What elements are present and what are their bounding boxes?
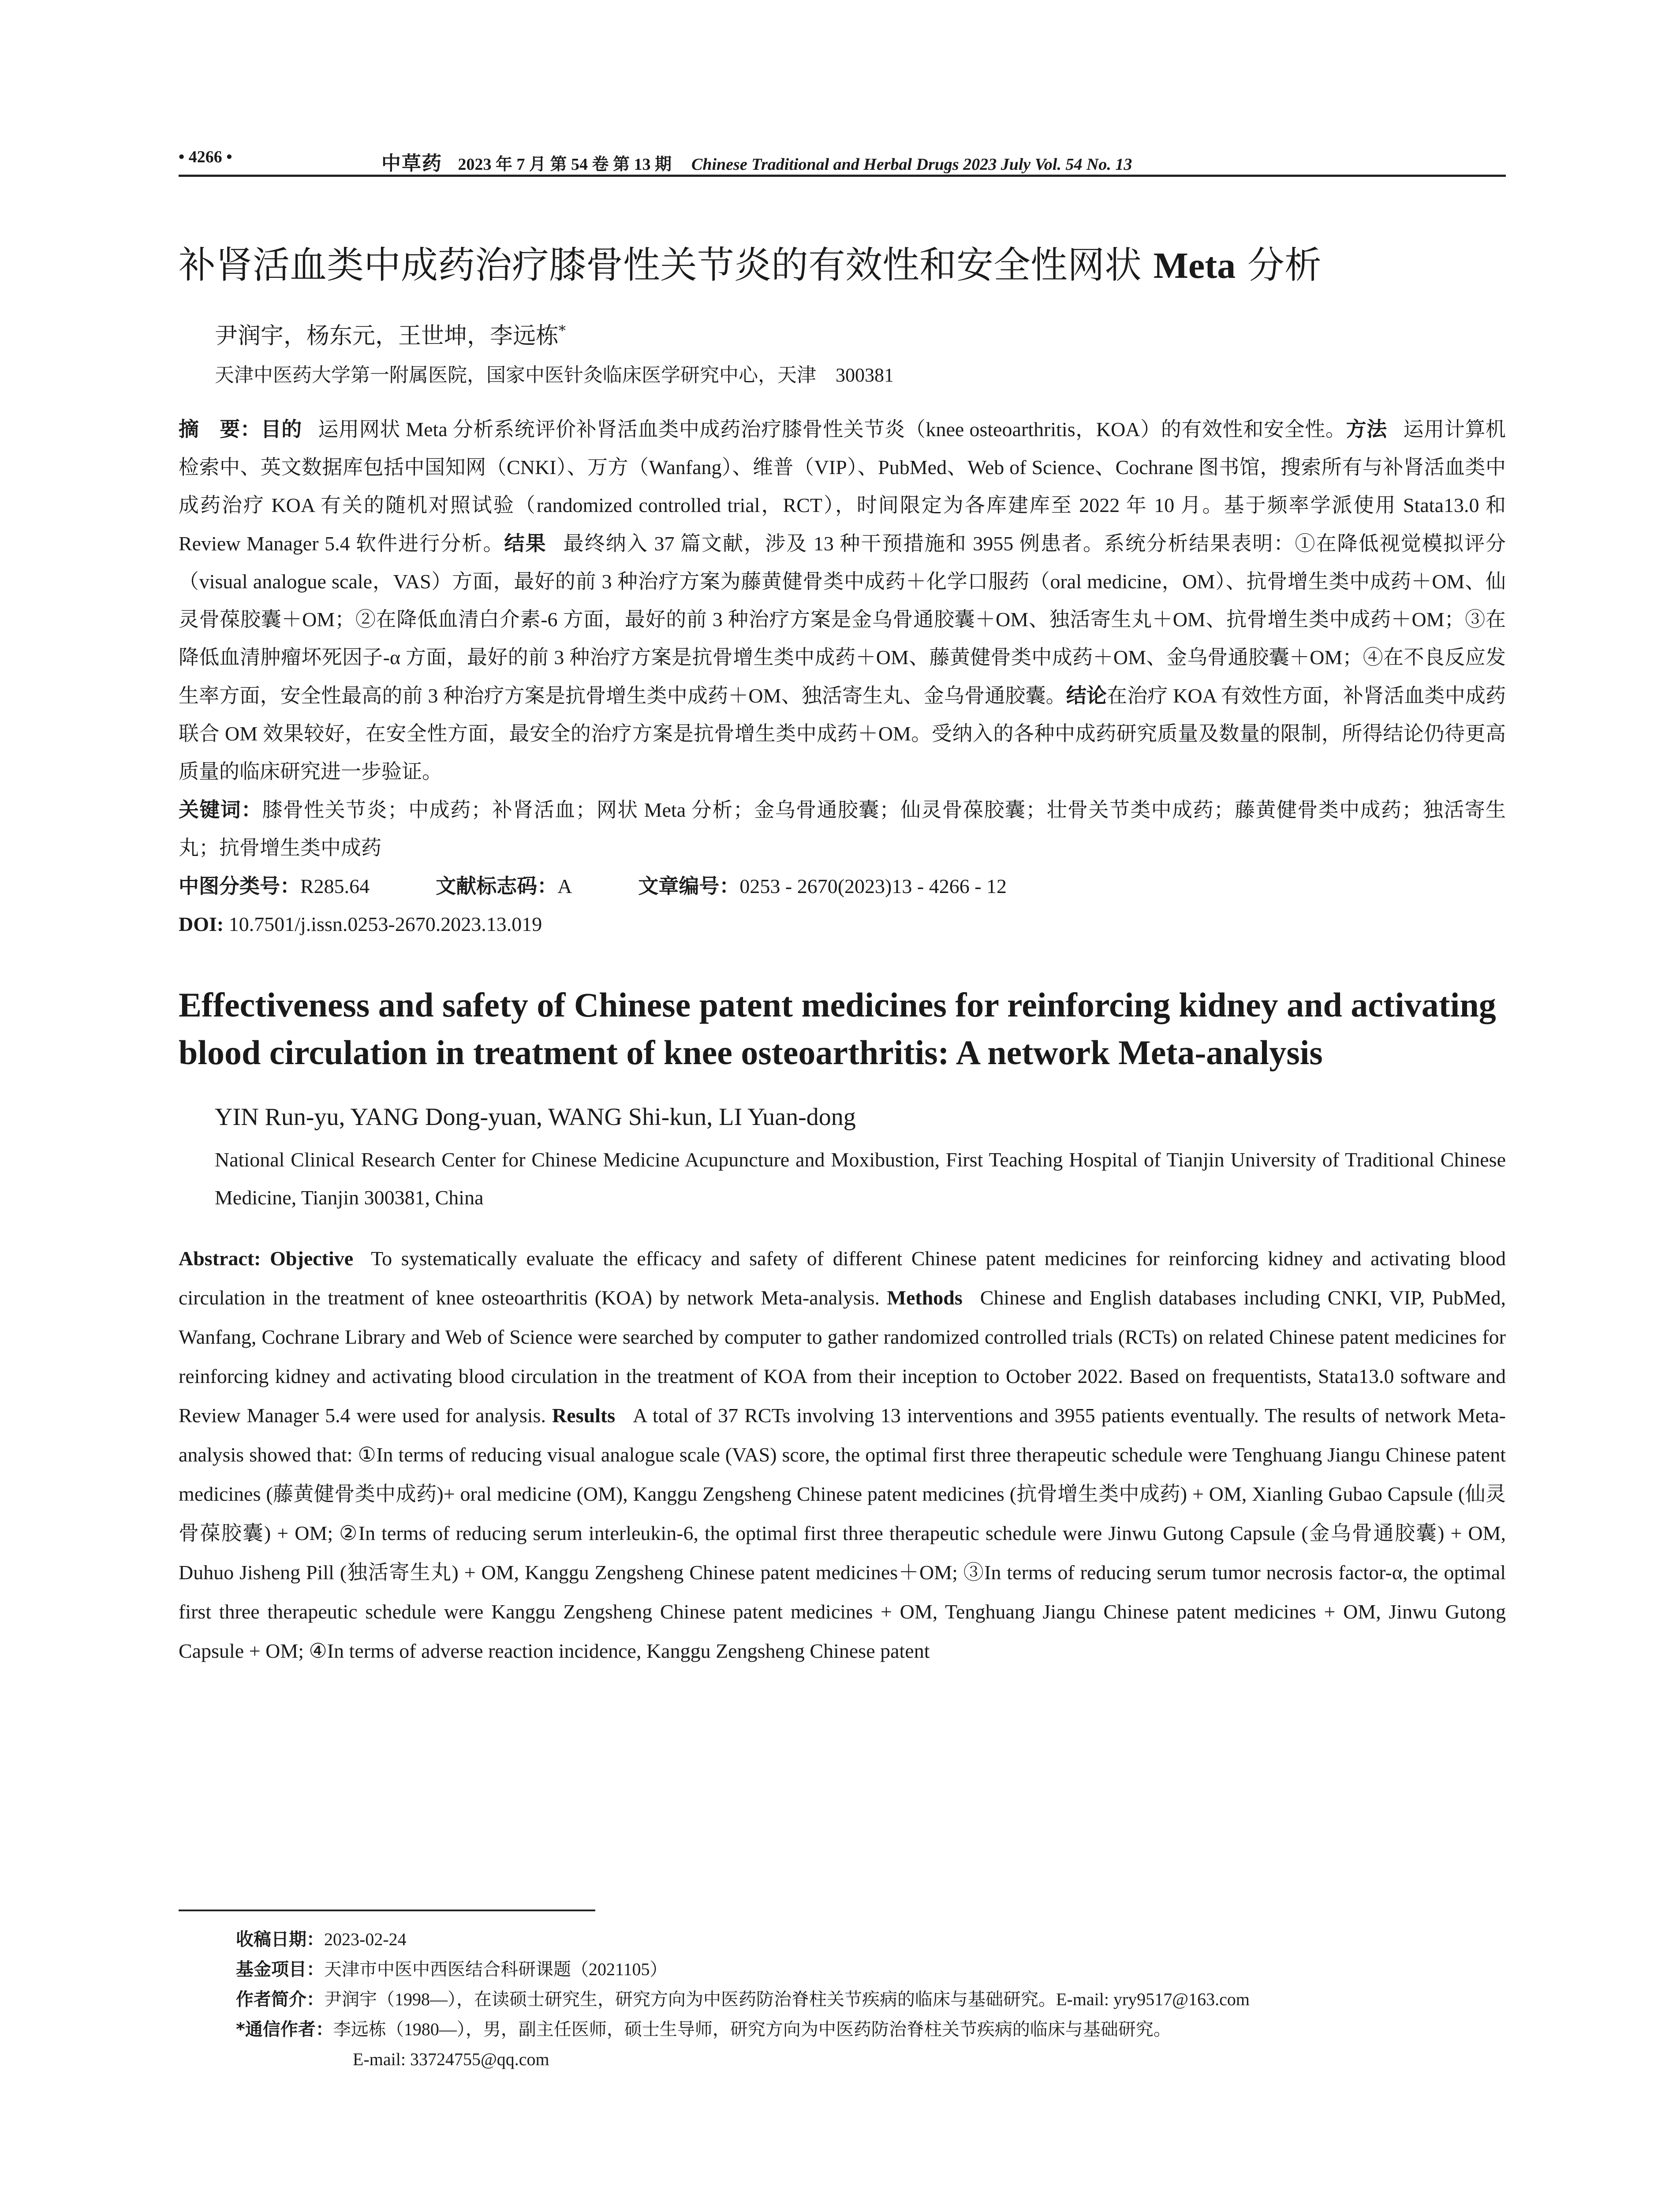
classification-line	[179, 867, 1506, 905]
corresponding-author	[236, 2014, 1506, 2044]
keywords-cn	[179, 791, 1506, 867]
author-bio-label: 作者简介：	[236, 1989, 324, 2010]
fund-label: 基金项目：	[236, 1959, 324, 1980]
title-en: Effectiveness and safety of Chinese patent medicines for reinforcing kidney and activating blood circulation in treatment of knee osteoarthritis: A network Meta-analysis	[179, 986, 1496, 1072]
affiliation-en: National Clinical Research Center for Chinese Medicine Acupuncture and Moxibustion, First Teaching Hospital of Tianjin University of Traditional Chinese Medicine, Tianjin 300381, China	[215, 1148, 1506, 1209]
clc-label: 中图分类号：	[179, 874, 300, 898]
received-label: 收稿日期：	[236, 1929, 324, 1950]
doi-value[interactable]: 10.7501/j.issn.0253-2670.2023.13.019	[228, 913, 542, 935]
title-cn-meta: Meta	[1153, 245, 1236, 286]
title-cn-part2: 分析	[1236, 243, 1322, 287]
conclusion-text: 在治疗 KOA 有效性方面，补肾活血类中成药联合 OM 效果较好，在安全性方面，最安全的治疗方案是抗骨增生类中成药＋OM。受纳入的各种中成药研究质量及数量的限制，所得结论仍待更高质量的临床研究进一步验证。	[179, 684, 1506, 783]
abstract-en-objective: To systematically evaluate the efficacy and safety of different Chinese patent medicines for reinforcing kidney and activating blood circulation in the treatment of knee osteoarthritis (KOA) by network Meta-analysis.	[179, 1247, 1506, 1309]
received-date	[236, 1925, 1506, 1955]
authors-en: YIN Run-yu, YANG Dong-yuan, WANG Shi-kun, LI Yuan-dong	[215, 1103, 856, 1131]
keywords-text: 膝骨性关节炎；中成药；补肾活血；网状 Meta 分析；金乌骨通胶囊；仙灵骨葆胶囊；壮骨关节类中成药；藤黄健骨类中成药；独活寄生丸；抗骨增生类中成药	[179, 799, 1506, 859]
abstract-en	[179, 1239, 1506, 1671]
doi-label: DOI:	[179, 913, 224, 935]
abstract-en-label: Abstract: Objective	[179, 1247, 354, 1270]
journal-logo: 中草药	[381, 152, 442, 175]
clc-value: R285.64	[300, 875, 370, 897]
authors-cn	[215, 317, 1506, 350]
journal-info	[381, 147, 1132, 176]
footnotes	[179, 1910, 1506, 2074]
received-value: 2023-02-24	[324, 1929, 407, 1949]
results-text: 最终纳入 37 篇文献，涉及 13 种干预措施和 3955 例患者。系统分析结果表明：①在降低视觉模拟评分（visual analogue scale，VAS）方面，最好的前 3 种治疗方案为藤黄健骨类中成药＋化学口服药（oral medicine，OM）、抗骨增生类中成药＋OM、仙灵骨葆胶囊＋OM；②在降低血清白介素-6 方面，最好的前 3 种治疗方案是金乌骨通胶囊＋OM、独活寄生丸＋OM、抗骨增生类中成药＋OM；③在降低血清肿瘤坏死因子-α 方面，最好的前 3 种治疗方案是抗骨增生类中成药＋OM、藤黄健骨类中成药＋OM、金乌骨通胶囊＋OM；④在不良反应发生率方面，安全性最高的前 3 种治疗方案是抗骨增生类中成药＋OM、独活寄生丸、金乌骨通胶囊。	[179, 532, 1506, 707]
abstract-en-results: A total of 37 RCTs involving 13 interventions and 3955 patients eventually. The results of network Meta-analysis showed that: ①In terms of reducing visual analogue scale (VAS) score, the optimal first three therapeutic schedule were Tenghuang Jiangu Chinese patent medicines (藤黄健骨类中成药)+ oral medicine (OM), Kanggu Zengsheng Chinese patent medicines (抗骨增生类中成药) + OM, Xianling Gubao Capsule (仙灵骨葆胶囊) + OM; ②In terms of reducing serum interleukin-6, the optimal first three therapeutic schedule were Jinwu Gutong Capsule (金乌骨通胶囊) + OM, Duhuo Jisheng Pill (独活寄生丸) + OM, Kanggu Zengsheng Chinese patent medicines＋OM; ③In terms of reducing serum tumor necrosis factor-α, the optimal first three therapeutic schedule were Kanggu Zengsheng Chinese patent medicines + OM, Tenghuang Jiangu Chinese patent medicines + OM, Jinwu Gutong Capsule + OM; ④In terms of adverse reaction incidence, Kanggu Zengsheng Chinese patent	[179, 1404, 1506, 1662]
issue-info: 2023 年 7 月 第 54 卷 第 13 期	[458, 155, 672, 174]
article-no-label: 文章编号：	[638, 874, 740, 898]
conclusion-label: 结论	[1066, 684, 1107, 707]
affiliation-cn: 天津中医药大学第一附属医院，国家中医针灸临床医学研究中心，天津 300381	[215, 364, 894, 386]
abstract-en-methods-label: Methods	[887, 1286, 963, 1309]
abstract-en-results-label: Results	[552, 1404, 616, 1427]
title-cn-part1: 补肾活血类中成药治疗膝骨性关节炎的有效性和安全性网状	[179, 243, 1154, 287]
abstract-cn-label: 摘 要：	[179, 417, 261, 441]
corresponding-value: 李远栋（1980—），男，副主任医师，硕士生导师，研究方向为中医药防治脊柱关节疾病的临床与基础研究。	[333, 2019, 1171, 2039]
results-label: 结果	[504, 531, 547, 555]
footnote-divider	[179, 1910, 595, 1911]
journal-name-en: Chinese Traditional and Herbal Drugs 2023 July Vol. 54 No. 13	[691, 155, 1132, 174]
title-cn	[179, 239, 1506, 292]
objective-text: 运用网状 Meta 分析系统评价补肾活血类中成药治疗膝骨性关节炎（knee osteoarthritis，KOA）的有效性和安全性。	[317, 418, 1346, 441]
doi-line	[179, 905, 1506, 943]
abstract-en-methods: Chinese and English databases including CNKI, VIP, PubMed, Wanfang, Cochrane Library and Web of Science were searched by computer to gather randomized controlled trials (RCTs) on related Chinese patent medicines for reinforcing kidney and activating blood circulation in the treatment of KOA from their inception to October 2022. Based on frequentists, Stata13.0 software and Review Manager 5.4 were used for analysis.	[179, 1286, 1506, 1427]
methods-text: 运用计算机检索中、英文数据库包括中国知网（CNKI）、万方（Wanfang）、维普（VIP）、PubMed、Web of Science、Cochrane 图书馆，搜索所有与补肾活血类中成药治疗 KOA 有关的随机对照试验（randomized controlled trial，RCT），时间限定为各库建库至 2022 年 10 月。基于频率学派使用 Stata13.0 和 Review Manager 5.4 软件进行分析。	[179, 418, 1506, 555]
author-bio	[236, 1984, 1506, 2014]
article-no-value: 0253 - 2670(2023)13 - 4266 - 12	[739, 875, 1007, 897]
objective-label: 目的	[261, 417, 302, 441]
methods-label: 方法	[1346, 417, 1387, 441]
fund-info	[236, 1955, 1506, 1984]
corresponding-label: *通信作者：	[236, 2019, 333, 2040]
doc-code-value: A	[557, 875, 572, 897]
corresponding-email[interactable]: E-mail: 33724755@qq.com	[353, 2049, 549, 2069]
keywords-label: 关键词：	[179, 798, 262, 822]
page-number: • 4266 •	[179, 148, 232, 166]
corresponding-mark: *	[559, 322, 566, 339]
fund-value: 天津市中医中西医结合科研课题（2021105）	[324, 1959, 668, 1979]
authors-cn-names: 尹润宇，杨东元，王世坤，李远栋	[215, 323, 559, 349]
paper-page	[179, 141, 1506, 1671]
abstract-cn	[179, 410, 1506, 791]
running-header	[179, 141, 1506, 177]
doc-code-label: 文献标志码：	[436, 874, 558, 898]
author-bio-value: 尹润宇（1998—），在读硕士研究生，研究方向为中医药防治脊柱关节疾病的临床与基础研究。E-mail: yry9517@163.com	[324, 1989, 1250, 2009]
